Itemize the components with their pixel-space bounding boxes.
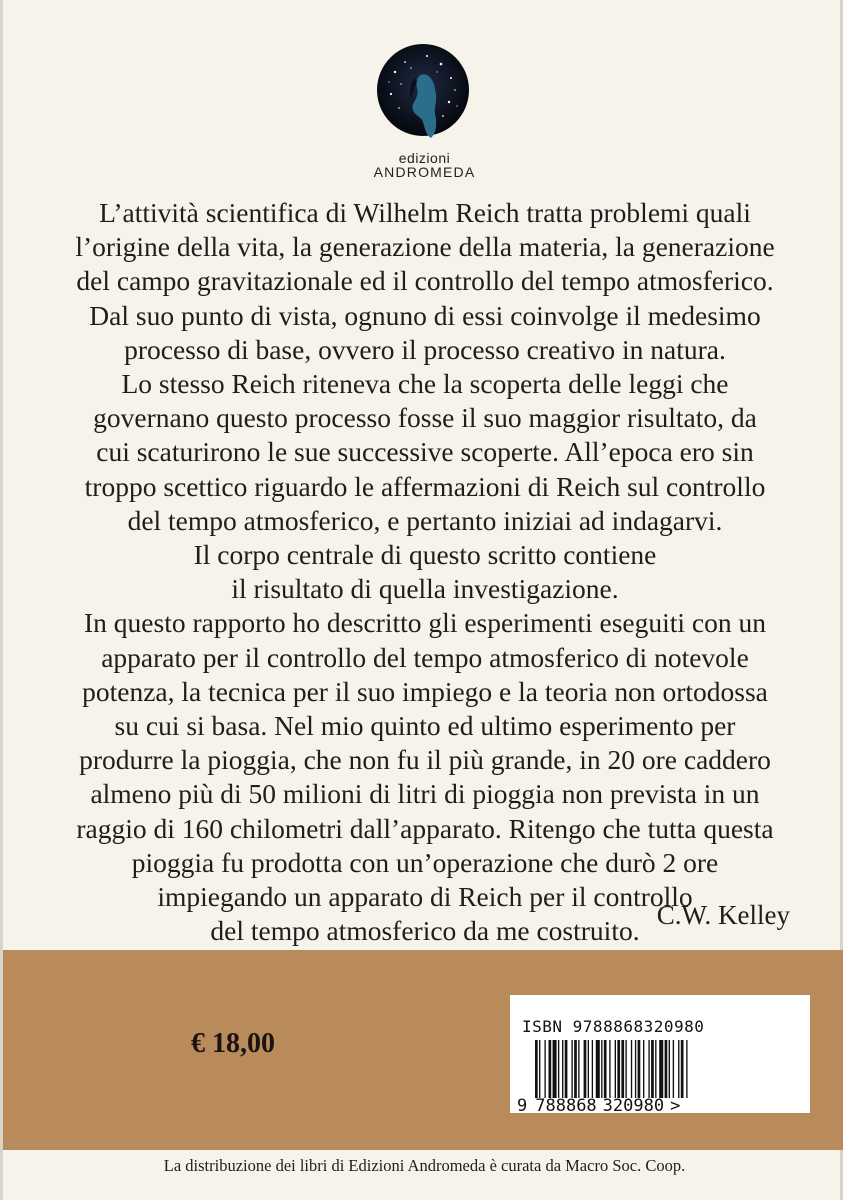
- blurb-line: l’origine della vita, la generazione della materia, la generazione: [75, 231, 775, 263]
- barcode-digit-group: 9: [517, 1096, 528, 1116]
- blurb-line: il risultato di quella investigazione.: [231, 573, 619, 605]
- barcode-bars: [533, 1040, 783, 1098]
- barcode-digit-group: 320980: [602, 1096, 665, 1116]
- blurb-line: pioggia fu prodotta con un’operazione che durò 2 ore: [131, 846, 719, 878]
- blurb-line: raggio di 160 chilometri dall’apparato. Ritengo che tutta questa: [76, 812, 774, 844]
- blurb-line: Lo stesso Reich riteneva che la scoperta delle leggi che: [121, 368, 729, 400]
- blurb-line: processo di base, ovvero il processo creativo in natura.: [124, 333, 726, 365]
- galaxy-face-logo-icon: [371, 42, 475, 146]
- isbn-label: ISBN 9788868320980: [522, 1017, 705, 1036]
- blurb-line: del tempo atmosferico da me costruito.: [210, 915, 640, 947]
- author-signature: C.W. Kelley: [656, 900, 790, 930]
- blurb-line: del tempo atmosferico, e pertanto iniziai ad indagarvi.: [127, 504, 723, 536]
- blurb-line: del campo gravitazionale ed il controllo del tempo atmosferico.: [76, 265, 774, 297]
- blurb-line: L’attività scientifica di Wilhelm Reich tratta problemi quali: [99, 197, 751, 228]
- publisher-name-line1: edizioni: [398, 150, 451, 166]
- blurb-line: cui scaturirono le sue successive scoperte. All’epoca ero sin: [96, 436, 754, 468]
- blurb-line: troppo scettico riguardo le affermazioni di Reich sul controllo: [84, 470, 766, 502]
- blurb-line: governano questo processo fosse il suo maggior risultato, da: [93, 402, 757, 434]
- blurb-line: In questo rapporto ho descritto gli esperimenti eseguiti con un: [84, 607, 766, 639]
- blurb-line: su cui si basa. Nel mio quinto ed ultimo esperimento per: [114, 710, 736, 742]
- price-label: € 18,00: [191, 1028, 275, 1059]
- blurb-line: apparato per il controllo del tempo atmosferico di notevole: [101, 641, 749, 673]
- blurb-line: produrre la pioggia, che non fu il più grande, in 20 ore caddero: [79, 744, 771, 776]
- blurb-line: potenza, la tecnica per il suo impiego e la teoria non ortodossa: [82, 675, 768, 707]
- blurb-line: Dal suo punto di vista, ognuno di essi coinvolge il medesimo: [89, 299, 761, 331]
- barcode-arrow: >: [670, 1096, 681, 1116]
- blurb-line: Il corpo centrale di questo scritto contiene: [193, 539, 657, 571]
- blurb-line: almeno più di 50 milioni di litri di pioggia non prevista in un: [90, 778, 760, 810]
- distribution-note: La distribuzione dei libri di Edizioni Andromeda è curata da Macro Soc. Coop.: [163, 1156, 686, 1175]
- blurb-line: impiegando un apparato di Reich per il controllo: [157, 881, 693, 913]
- publisher-name-line2: ANDROMEDA: [373, 164, 476, 180]
- barcode-digits: [517, 1096, 680, 1116]
- barcode-digit-group: 788868: [535, 1096, 597, 1116]
- back-cover-blurb: [43, 196, 807, 948]
